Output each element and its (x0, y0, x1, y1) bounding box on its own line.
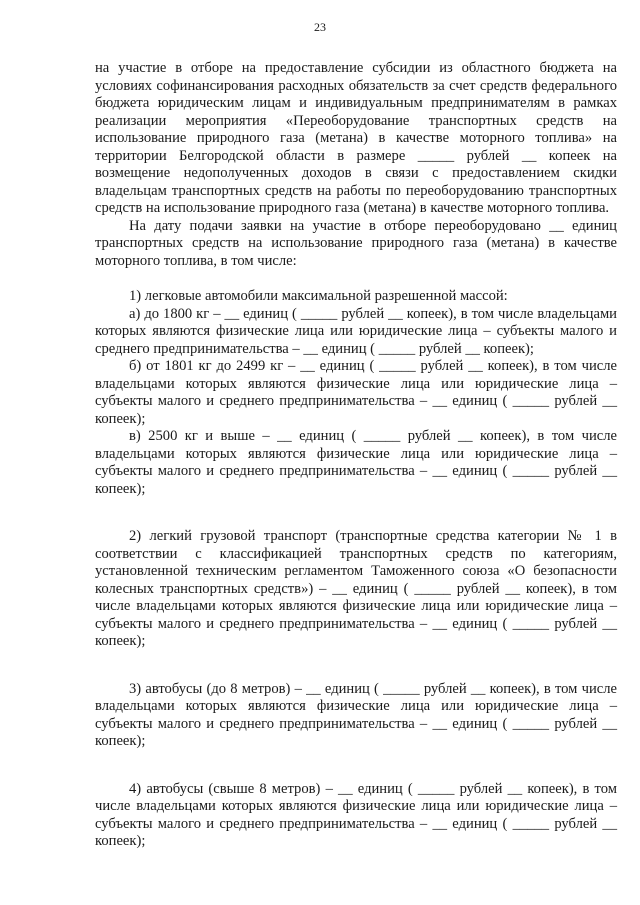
document-body (95, 60, 617, 851)
paragraph-item-1b: б) от 1801 кг до 2499 кг – __ единиц ( _____ рублей __ копеек), в том числе владельцами которых являются физические лица или юридические лица – субъекты малого и среднего предпринимательства – __ единиц ( _____ рублей __ копеек); (95, 358, 617, 427)
paragraph-item-1c: в) 2500 кг и выше – __ единиц ( _____ рублей __ копеек), в том числе владельцами которых являются физические лица или юридические лица – субъекты малого и среднего предпринимательства – __ единиц ( _____ рублей __ копеек); (95, 428, 617, 497)
paragraph-item-1a: а) до 1800 кг – __ единиц ( _____ рублей __ копеек), в том числе владельцами которых являются физические лица или юридические лица – субъекты малого и среднего предпринимательства – __ единиц ( _____ рублей __ копеек); (95, 305, 617, 357)
paragraph-date-summary: На дату подачи заявки на участие в отборе переоборудовано __ единиц транспортных средств на использование природного газа (метана) в качестве моторного топлива, в том числе: (95, 217, 617, 269)
paragraph-item-1: 1) легковые автомобили максимальной разрешенной массой: (129, 288, 508, 304)
paragraph-item-2: 2) легкий грузовой транспорт (транспортные средства категории № 1 в соответствии с классификацией транспортных средств по категориям, установленной техническим регламентом Таможенного союза «О безопасности колесных транспортных средств») – __ единиц ( _____ рублей __ копеек), в том числе владельцами которых являются физические лица или юридические лица – субъекты малого и среднего предпринимательства – __ единиц ( _____ рублей __ копеек); (95, 528, 617, 649)
paragraph-intro: на участие в отборе на предоставление субсидии из областного бюджета на условиях софинансирования расходных обязательств за счет средств федерального бюджета юридическим лицам и индивидуальным предпринимателям в рамках реализации мероприятия «Переоборудование транспортных средств на использование природного газа (метана) в качестве моторного топлива» на территории Белгородской области в размере _____ рублей __ копеек на возмещение недополученных доходов в связи с предоставлением скидки владельцам транспортных средств на работы по переоборудованию транспортных средств на использование природного газа (метана) в качестве моторного топлива. (95, 60, 617, 216)
page-number: 23 (314, 20, 326, 34)
paragraph-item-3: 3) автобусы (до 8 метров) – __ единиц ( _____ рублей __ копеек), в том числе владельцами которых являются физические лица или юридические лица – субъекты малого и среднего предпринимательства – __ единиц ( _____ рублей __ копеек); (95, 680, 617, 749)
paragraph-item-4: 4) автобусы (свыше 8 метров) – __ единиц ( _____ рублей __ копеек), в том числе владельцами которых являются физические лица или юридические лица – субъекты малого и среднего предпринимательства – __ единиц ( _____ рублей __ копеек); (95, 780, 617, 849)
